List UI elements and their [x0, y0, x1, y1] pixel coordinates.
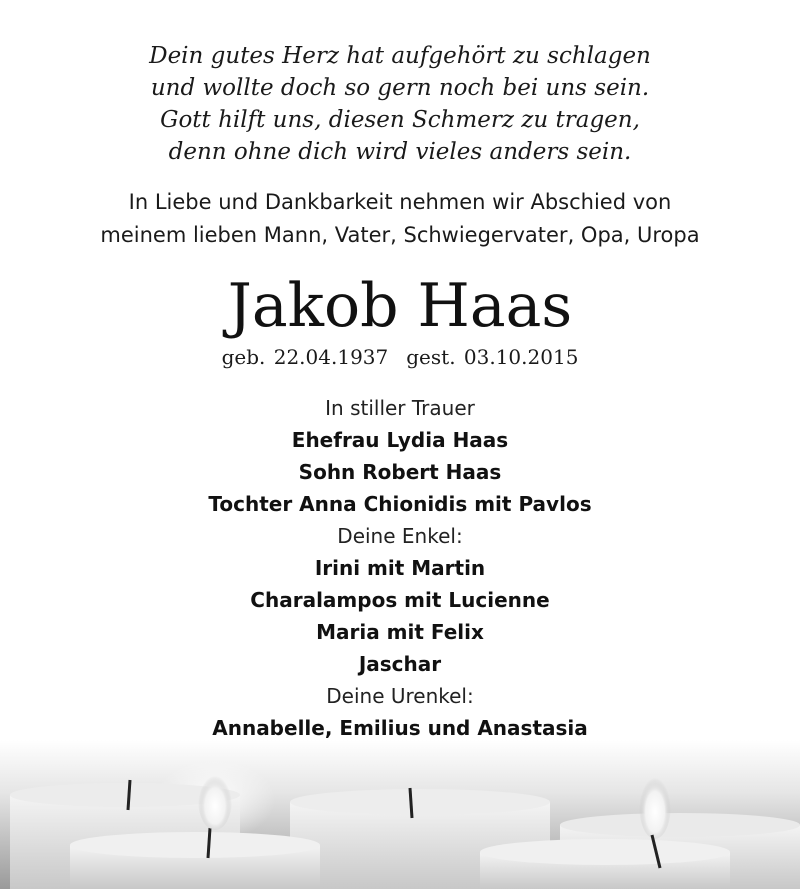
deceased-name: Jakob Haas: [227, 271, 573, 341]
mourner-line: Maria mit Felix: [316, 620, 484, 644]
candle-flame: [198, 770, 232, 830]
candle-flame: [639, 771, 671, 839]
verse-line: denn ohne dich wird vieles anders sein.: [168, 139, 632, 165]
memorial-verse: [0, 40, 800, 168]
verse-line: und wollte doch so gern noch bei uns sein.: [150, 75, 650, 101]
mourner-line: Charalampos mit Lucienne: [250, 588, 550, 612]
mourner-line: Sohn Robert Haas: [298, 460, 502, 484]
mourner-line: Tochter Anna Chionidis mit Pavlos: [208, 492, 592, 516]
candle-top: [70, 832, 320, 858]
mourner-line: In stiller Trauer: [325, 396, 475, 420]
candle-top: [560, 813, 800, 837]
death-date: gest. 03.10.2015: [406, 345, 579, 369]
mourner-line: Annabelle, Emilius und Anastasia: [212, 716, 588, 740]
verse-line: Gott hilft uns, diesen Schmerz zu tragen,: [160, 107, 640, 133]
mourner-line: Ehefrau Lydia Haas: [291, 428, 509, 452]
candles-icon: [0, 740, 800, 889]
candle-top: [290, 789, 550, 815]
candle-wick: [410, 788, 412, 818]
mourners-list: [0, 392, 800, 744]
mourner-line: Deine Urenkel:: [326, 684, 474, 708]
candle-wick: [208, 828, 210, 858]
candle-wick: [128, 780, 130, 810]
candle-top: [480, 839, 730, 865]
mourner-line: Deine Enkel:: [337, 524, 463, 548]
life-dates: [0, 342, 800, 372]
birth-date: geb. 22.04.1937: [221, 345, 389, 369]
intro-line: In Liebe und Dankbarkeit nehmen wir Abschied von: [128, 190, 672, 214]
mourner-line: Irini mit Martin: [314, 556, 486, 580]
mourner-line: Jaschar: [358, 652, 442, 676]
verse-line: Dein gutes Herz hat aufgehört zu schlagen: [149, 43, 651, 69]
intro-line: meinem lieben Mann, Vater, Schwiegervater, Opa, Uropa: [100, 223, 700, 247]
intro-text: [0, 186, 800, 252]
